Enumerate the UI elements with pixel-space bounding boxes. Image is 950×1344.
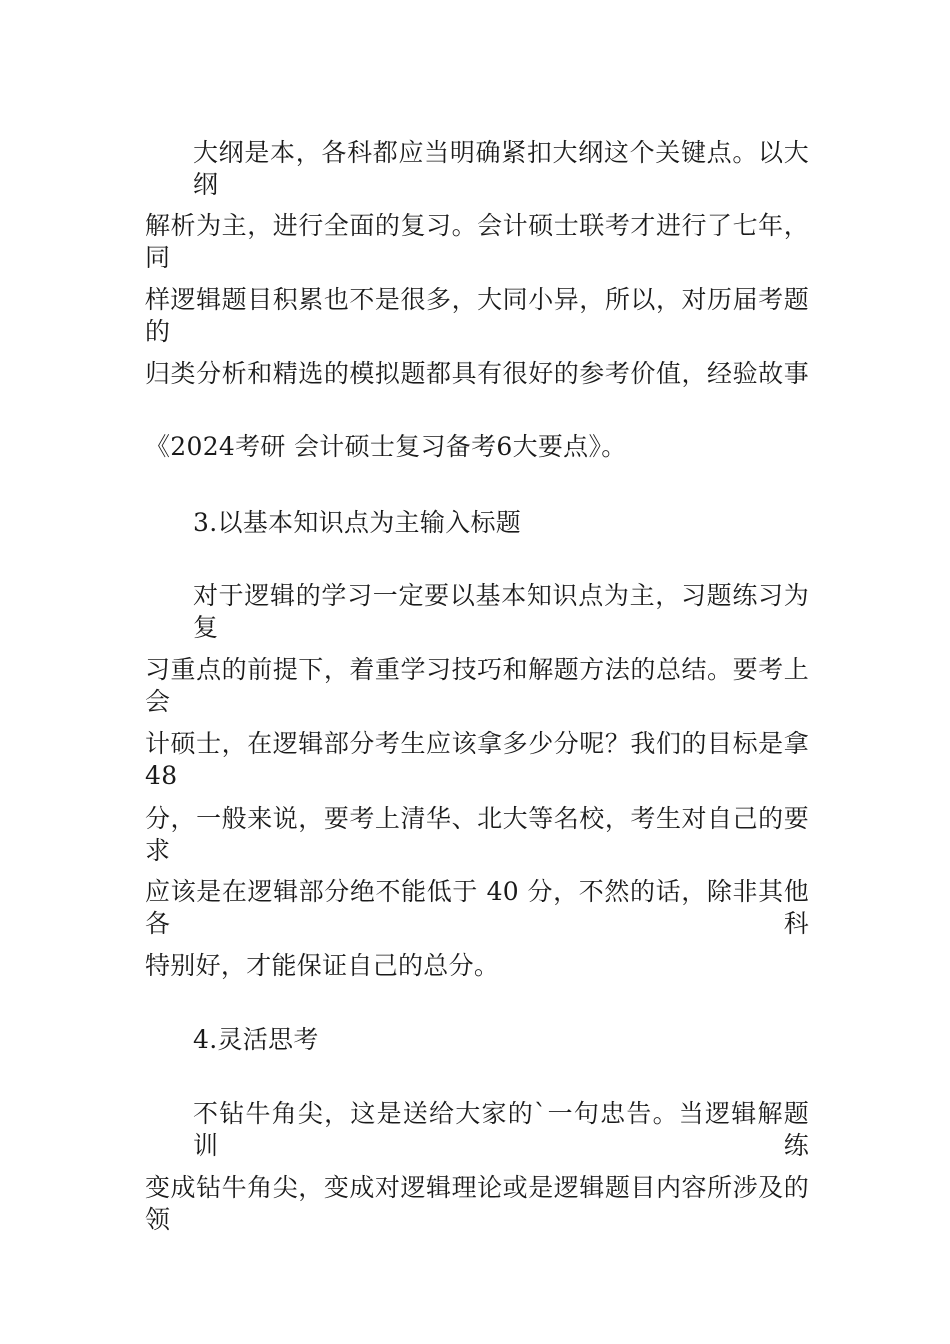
- paragraph-line: 计硕士，在逻辑部分考生应该拿多少分呢？我们的目标是拿 48: [145, 729, 809, 790]
- paragraph-line: 习重点的前提下，着重学习技巧和解题方法的总结。要考上会: [145, 655, 809, 716]
- paragraph-line: 不钻牛角尖，这是送给大家的`一句忠告。当逻辑解题训练: [193, 1099, 809, 1160]
- paragraph-line: 《2024考研 会计硕士复习备考6大要点》。: [145, 432, 627, 461]
- paragraph-line: 分，一般来说，要考上清华、北大等名校，考生对自己的要求: [145, 804, 809, 865]
- paragraph-line: 对于逻辑的学习一定要以基本知识点为主，习题练习为复: [193, 581, 809, 642]
- paragraph-line: 变成钻牛角尖，变成对逻辑理论或是逻辑题目内容所涉及的领: [145, 1173, 809, 1234]
- paragraph-line: 特别好，才能保证自己的总分。: [145, 951, 500, 980]
- section-heading: 4.灵活思考: [193, 1025, 319, 1054]
- section-heading: 3.以基本知识点为主输入标题: [193, 508, 522, 537]
- paragraph-line: 大纲是本，各科都应当明确紧扣大纲这个关键点。以大纲: [193, 138, 809, 199]
- paragraph-line: 归类分析和精选的模拟题都具有很好的参考价值，经验故事: [145, 359, 809, 388]
- paragraph-line: 样逻辑题目积累也不是很多，大同小异，所以，对历届考题的: [145, 285, 809, 346]
- paragraph-line: 解析为主，进行全面的复习。会计硕士联考才进行了七年，同: [145, 211, 809, 272]
- paragraph-line: 应该是在逻辑部分绝不能低于 40 分，不然的话，除非其他各科: [145, 877, 809, 938]
